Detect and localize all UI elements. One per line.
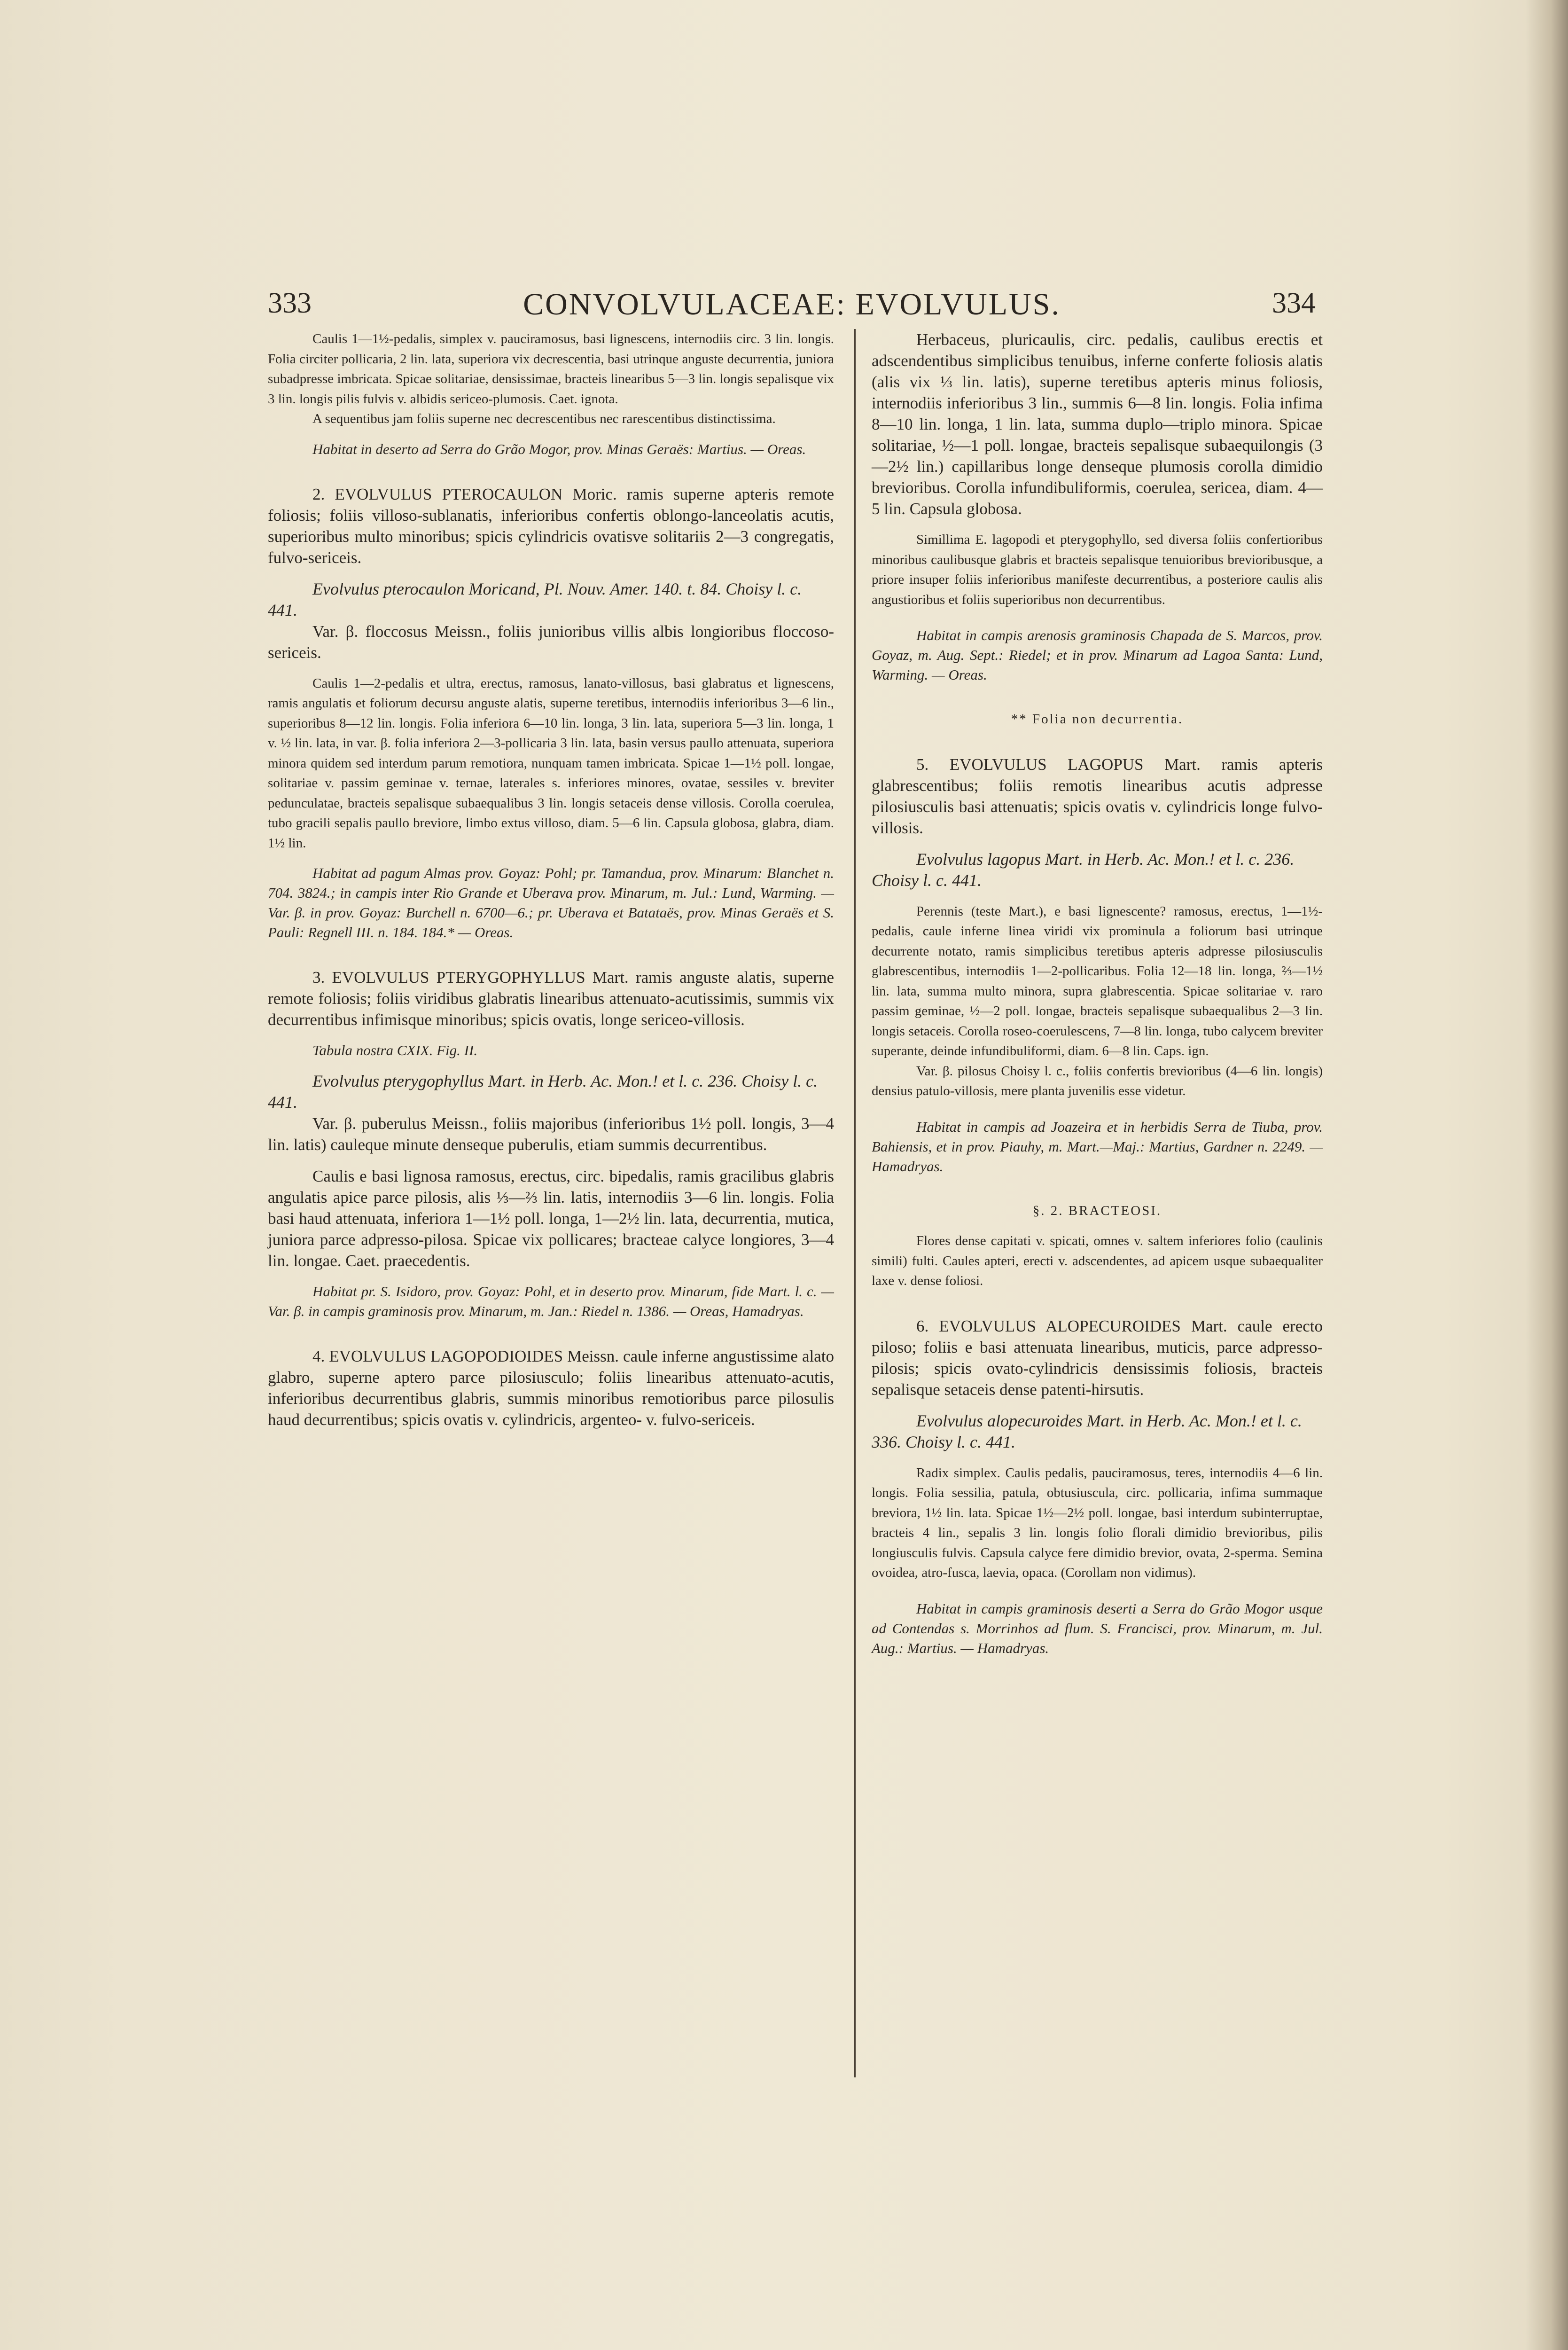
column-divider [854, 329, 856, 2077]
section-description: Flores dense capitati v. spicati, omnes v. saltem inferiores folio (caulinis simili) fulti. Caules apteri, erecti v. adscendentes, ad apicem usque subaequaliter laxe v. dense foliosi. [872, 1233, 1323, 1288]
species-3-habitat: Habitat pr. S. Isidoro, prov. Goyaz: Pohl, et in deserto prov. Minarum, fide Mart. l. c. — Var. β. in campis graminosis prov. Minarum, m. Jan.: Riedel n. 1386. — Oreas, Hamadryas. [268, 1283, 834, 1319]
species-3-citation: Evolvulus pterygophyllus Mart. in Herb. Ac. Mon.! et l. c. 236. Choisy l. c. 441. [268, 1072, 818, 1112]
species-6-citation: Evolvulus alopecuroides Mart. in Herb. Ac. Mon.! et l. c. 336. Choisy l. c. 441. [872, 1411, 1302, 1451]
section-heading: §. 2. BRACTEOSI. [1032, 1203, 1162, 1218]
species-3-heading: 3. EVOLVULUS PTERYGOPHYLLUS Mart. ramis anguste alatis, superne remote foliosis; foliis viridibus glabratis linearibus attenuato-acutissimis, summis vix decurrentibus infimisque minoribus; spicis ovatis, longe sericeo-villosis. [268, 968, 834, 1029]
species-1-habitat: Habitat in deserto ad Serra do Grão Mogor, prov. Minas Geraës: Martius. — Oreas. [312, 440, 806, 457]
species-3-variety: Var. β. puberulus Meissn., foliis majoribus (inferioribus 1½ poll. longis, 3—4 lin. latis) cauleque minute denseque puberulis, etiam summis decurrentibus. [268, 1114, 834, 1154]
species-4-habitat: Habitat in campis arenosis graminosis Chapada de S. Marcos, prov. Goyaz, m. Aug. Sept.: Riedel; et in prov. Minarum ad Lagoa Santa: Lund, Warming. — Oreas. [872, 627, 1323, 683]
species-3-plate: Tabula nostra CXIX. Fig. II. [312, 1042, 478, 1058]
left-column [268, 329, 834, 1430]
species-2-variety: Var. β. floccosus Meissn., foliis junioribus villis albis longioribus floccoso-sericeis. [268, 622, 834, 662]
species-1-note: A sequentibus jam foliis superne nec decrescentibus nec rarescentibus distinctissima. [312, 411, 776, 426]
species-2-heading: 2. EVOLVULUS PTEROCAULON Moric. ramis superne apteris remote foliosis; foliis villoso-sublanatis, inferioribus confertis oblongo-lanceolatis acutis, superioribus multo minoribus; spicis cylindricis ovatisve solitariis 2—3 congregatis, fulvo-sericeis. [268, 485, 834, 567]
species-5-description: Perennis (teste Mart.), e basi lignescente? ramosus, erectus, 1—1½-pedalis, caule inferne linea viridi vix prominula a foliorum basi utrinque decurrente notato, ramis simplicibus teretibus apteris adpresse pilosiusculis glabrescentibus, internodiis 1—2-pollicaribus. Folia 12—18 lin. longa, ⅔—1½ lin. lata, summa multo minora, supra glabrescentia. Spicae solitariae v. raro passim geminae, ½—2 poll. longae, bracteis sepalisque subaequalibus 2—3 lin. longis setaceis. Corolla roseo-coerulescens, 7—8 lin. longa, tubo calycem breviter superante, deinde infundibuliformi, diam. 6—8 lin. Caps. ign. [872, 903, 1323, 1058]
species-2-habitat: Habitat ad pagum Almas prov. Goyaz: Pohl; pr. Tamandua, prov. Minarum: Blanchet n. 704. 3824.; in campis inter Rio Grande et Uberava prov. Minarum, m. Jul.: Lund, Warming. — Var. β. in prov. Goyaz: Burchell n. 6700—6.; pr. Uberava et Batataës, prov. Minas Geraës et S. Pauli: Regnell III. n. 184. 184.* — Oreas. [268, 865, 834, 940]
page-gutter-shadow [1526, 0, 1568, 2350]
species-5-variety: Var. β. pilosus Choisy l. c., foliis confertis brevioribus (4—6 lin. longis) densius patulo-villosis, mere planta juvenilis esse videtur. [872, 1063, 1323, 1098]
species-2-description: Caulis 1—2-pedalis et ultra, erectus, ramosus, lanato-villosus, basi glabratus et lignescens, ramis angulatis et foliorum decursu anguste alatis, superne teretibus, internodiis inferioribus 3—6 lin., superioribus 8—12 lin. longis. Folia inferiora 6—10 lin. longa, 3 lin. lata, superiora 5—3 lin. longa, 1 v. ½ lin. lata, in var. β. folia inferiora 2—3-pollicaria 3 lin. lata, basin versus paullo attenuata, superiora minora quidem sed interdum parum remotiora, nunquam tamen imbricata. Spicae 1—1½ poll. longae, solitariae v. passim geminae v. ternae, laterales s. inferiores minores, ovatae, sessiles v. breviter pedunculatae, bracteis sepalisque subaequalibus 3 lin. longis setaceis dense villosis. Corolla coerulea, tubo gracili sepalis paullo breviore, limbo extus villoso, diam. 5—6 lin. Capsula globosa, glabra, diam. 1½ lin. [268, 675, 834, 851]
species-5-citation: Evolvulus lagopus Mart. in Herb. Ac. Mon.! et l. c. 236. Choisy l. c. 441. [872, 849, 1295, 890]
species-3-description: Caulis e basi lignosa ramosus, erectus, circ. bipedalis, ramis gracilibus glabris angulatis apice parce pilosis, alis ⅓—⅔ lin. latis, internodiis 3—6 lin. longis. Folia basi haud attenuata, inferiora 1—1½ poll. longa, 1—2½ lin. lata, decurrentia, mutica, juniora parce adpresso-pilosa. Spicae vix pollicares; bracteae calyce longiores, 3—4 lin. longae. Caet. praecedentis. [268, 1167, 834, 1270]
species-5-heading: 5. EVOLVULUS LAGOPUS Mart. ramis apteris glabrescentibus; foliis remotis linearibus acutis adpresse pilosiusculis basi attenuatis; spicis ovatis v. cylindricis longe fulvo-villosis. [872, 755, 1323, 837]
species-6-heading: 6. EVOLVULUS ALOPECUROIDES Mart. caule erecto piloso; foliis e basi attenuata linearibus, muticis, parce adpresso-pilosis; spicis ovato-cylindricis densissimis foliosis, bracteis sepalisque setaceis dense patenti-hirsutis. [872, 1316, 1323, 1399]
subsection-heading: ** Folia non decurrentia. [1011, 712, 1184, 727]
species-6-description: Radix simplex. Caulis pedalis, pauciramosus, teres, internodiis 4—6 lin. longis. Folia sessilia, patula, obtusiuscula, circ. pollicaria, infima summaque breviora, 1½ lin. lata. Spicae 1½—2½ poll. longae, basi interdum subinterruptae, bracteis 4 lin., sepalis 3 lin. longis folio florali dimidio brevioribus, pilis longiusculis fulvis. Capsula calyce fere dimidio brevior, ovata, 2-sperma. Semina ovoidea, atro-fusca, laevia, opaca. (Corollam non vidimus). [872, 1465, 1323, 1580]
species-4-description: Herbaceus, pluricaulis, circ. pedalis, caulibus erectis et adscendentibus simplicibus tenuibus, inferne conferte foliosis alatis (alis vix ⅓ lin. latis), superne teretibus apteris minus foliosis, internodiis inferioribus 3 lin., summis 6—8 lin. longis. Folia infima 8—10 lin. longa, 1 lin. lata, summa duplo—triplo minora. Spicae solitariae, ½—1 poll. longae, bracteis sepalisque subaequilongis (3—2½ lin.) capillaribus longe denseque plumosis corolla dimidio brevioribus. Corolla infundibuliformis, coerulea, sericea, diam. 4—5 lin. Capsula globosa. [872, 330, 1323, 518]
species-2-citation: Evolvulus pterocaulon Moricand, Pl. Nouv. Amer. 140. t. 84. Choisy l. c. 441. [268, 579, 802, 619]
species-6-habitat: Habitat in campis graminosis deserti a Serra do Grão Mogor usque ad Contendas s. Morrinhos ad flum. S. Francisci, prov. Minarum, m. Jul. Aug.: Martius. — Hamadryas. [872, 1600, 1323, 1656]
running-header [268, 287, 1316, 324]
species-4-note: Simillima E. lagopodi et pterygophyllo, sed diversa foliis confertioribus minoribus caulibusque glabris et bracteis sepalisque tenuioribus brevioribusque, a priore insuper foliis inferioribus manifeste decurrentibus, a posteriore caulis alis angustioribus et foliis superioribus non decurrentibus. [872, 532, 1323, 607]
right-column [872, 329, 1323, 1658]
species-5-habitat: Habitat in campis ad Joazeira et in herbidis Serra de Tiuba, prov. Bahiensis, et in prov. Piauhy, m. Mart.—Maj.: Martius, Gardner n. 2249. — Hamadryas. [872, 1118, 1323, 1175]
species-1-description: Caulis 1—1½-pedalis, simplex v. pauciramosus, basi lignescens, internodiis circ. 3 lin. longis. Folia circiter pollicaria, 2 lin. lata, superiora vix decrescentia, basi utrinque anguste decurrentia, juniora subadpresse imbricata. Spicae solitariae, densissimae, bracteis linearibus 5—3 lin. longis sepalisque vix 3 lin. longis pilis fulvis v. albidis sericeo-plumosis. Caet. ignota. [268, 331, 834, 407]
page-number-left: 333 [268, 287, 312, 319]
page-number-right: 334 [1272, 287, 1316, 319]
species-4-heading: 4. EVOLVULUS LAGOPODIOIDES Meissn. caule inferne angustissime alato glabro, superne aptero parce pilosiusculo; foliis linearibus attenuato-acutis, inferioribus decurrentibus glabris, summis minoribus remotioribus parce pilosulis haud decurrentibus; spicis ovatis v. cylindricis, argenteo- v. fulvo-sericeis. [268, 1347, 834, 1429]
running-title: CONVOLVULACEAE: EVOLVULUS. [523, 287, 1061, 321]
